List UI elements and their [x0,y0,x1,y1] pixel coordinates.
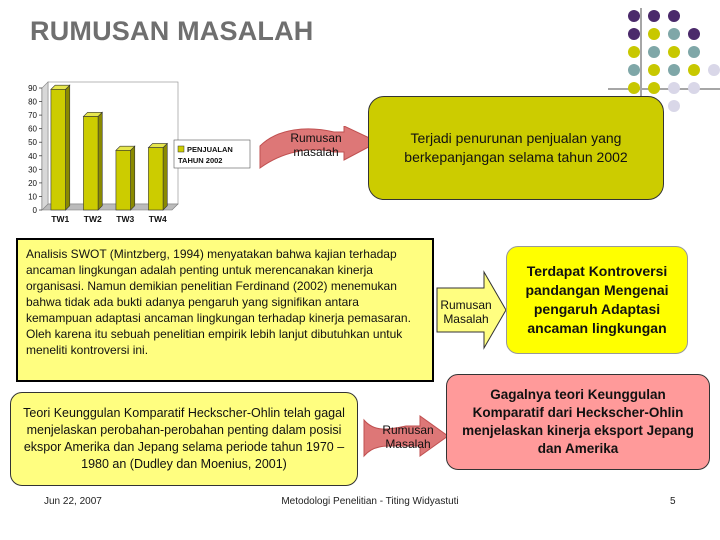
dot-teal-icon [668,64,680,76]
y-tick-label: 0 [32,206,37,215]
dot-olive-icon [628,46,640,58]
y-tick-label: 50 [28,138,37,148]
x-tick-label: TW1 [51,214,70,224]
footer-page-number: 5 [670,496,676,507]
chart-side-wall [42,82,48,210]
dot-purple-icon [648,10,660,22]
heckscher-ohlin-text: Teori Keunggulan Komparatif Heckscher-Ohlin telah gagal menjelaskan perobahan-perobahan penting dalam posisi ekspor Amerika dan Jepang selama periode tahun 1970 – 1980 an (Dudley dan Moenius, 2001) [23,406,345,471]
dot-purple-icon [628,10,640,22]
controversy-box [506,246,688,354]
bar-side [98,112,102,210]
slide-title: RUMUSAN MASALAH [30,16,314,46]
dot-lavender-icon [668,82,680,94]
controversy-text: Terdapat Kontroversi pandangan Mengenai pengaruh Adaptasi ancaman lingkungan [525,263,669,336]
heckscher-ohlin-box [10,392,358,486]
dot-purple-icon [668,10,680,22]
bar-tw1 [51,89,66,210]
bar-tw3 [116,150,131,210]
legend-label-line-1: PENJUALAN [187,145,233,154]
dot-olive-icon [648,82,660,94]
dot-teal-icon [648,46,660,58]
bar-side [131,146,135,210]
dot-olive-icon [628,82,640,94]
footer-date: Jun 22, 2007 [44,496,102,507]
dot-olive-icon [648,64,660,76]
theory-failure-box [446,374,710,470]
dot-purple-icon [628,28,640,40]
bar-side [163,143,167,210]
dot-teal-icon [628,64,640,76]
decline-sales-text: Terjadi penurunan penjualan yang berkepanjangan selama tahun 2002 [404,130,628,165]
decline-sales-box [368,96,664,200]
dot-olive-icon [668,46,680,58]
sales-bar-chart [14,76,254,234]
dot-lavender-icon [668,100,680,112]
x-tick-label: TW3 [116,214,135,224]
arrow-3-label: Rumusan Masalah [382,423,434,451]
dot-lavender-icon [708,64,720,76]
y-tick-label: 30 [28,165,37,175]
swot-analysis-box [16,238,434,382]
y-tick-label: 20 [28,178,37,188]
x-tick-label: TW4 [148,214,167,224]
x-tick-label: TW2 [83,214,102,224]
swot-analysis-text: Analisis SWOT (Mintzberg, 1994) menyatakan bahwa kajian terhadap ancaman lingkungan adalah penting untuk merencanakan kinerja organisasi. Namun demikian penelitian Ferdinand (2002) menemukan bahwa tidak ada bukti adanya pengaruh yang signifikan antara kemampuan adaptasi ancaman lingkungan terhadap kinerja pemasaran. Oleh karena itu sebuah penelitian empirik lebih lanjut dibutuhkan untuk meneliti kontroversi ini. [26,247,411,357]
theory-failure-text: Gagalnya teori Keunggulan Komparatif dari Heckscher-Ohlin menjelaskan kinerja eksport Jepang dan Amerika [462,387,694,456]
legend-label-line-2: TAHUN 2002 [178,156,223,165]
dot-olive-icon [688,64,700,76]
y-tick-label: 60 [28,124,37,134]
bar-side [66,85,70,210]
y-tick-label: 90 [28,84,37,93]
arrow-2-label: Rumusan Masalah [440,298,492,326]
legend-swatch [178,146,184,152]
bar-tw4 [148,148,163,210]
dot-olive-icon [648,28,660,40]
dot-purple-icon [688,28,700,40]
y-tick-label: 70 [28,111,37,121]
dot-lavender-icon [688,82,700,94]
arrow-1-label: Rumusan masalah [290,131,342,159]
bar-tw2 [83,116,98,210]
y-tick-label: 80 [28,97,37,107]
y-tick-label: 10 [28,192,37,202]
dot-teal-icon [688,46,700,58]
y-tick-label: 40 [28,151,37,161]
footer-center: Metodologi Penelitian - Titing Widyastuti [281,496,459,507]
dot-teal-icon [668,28,680,40]
